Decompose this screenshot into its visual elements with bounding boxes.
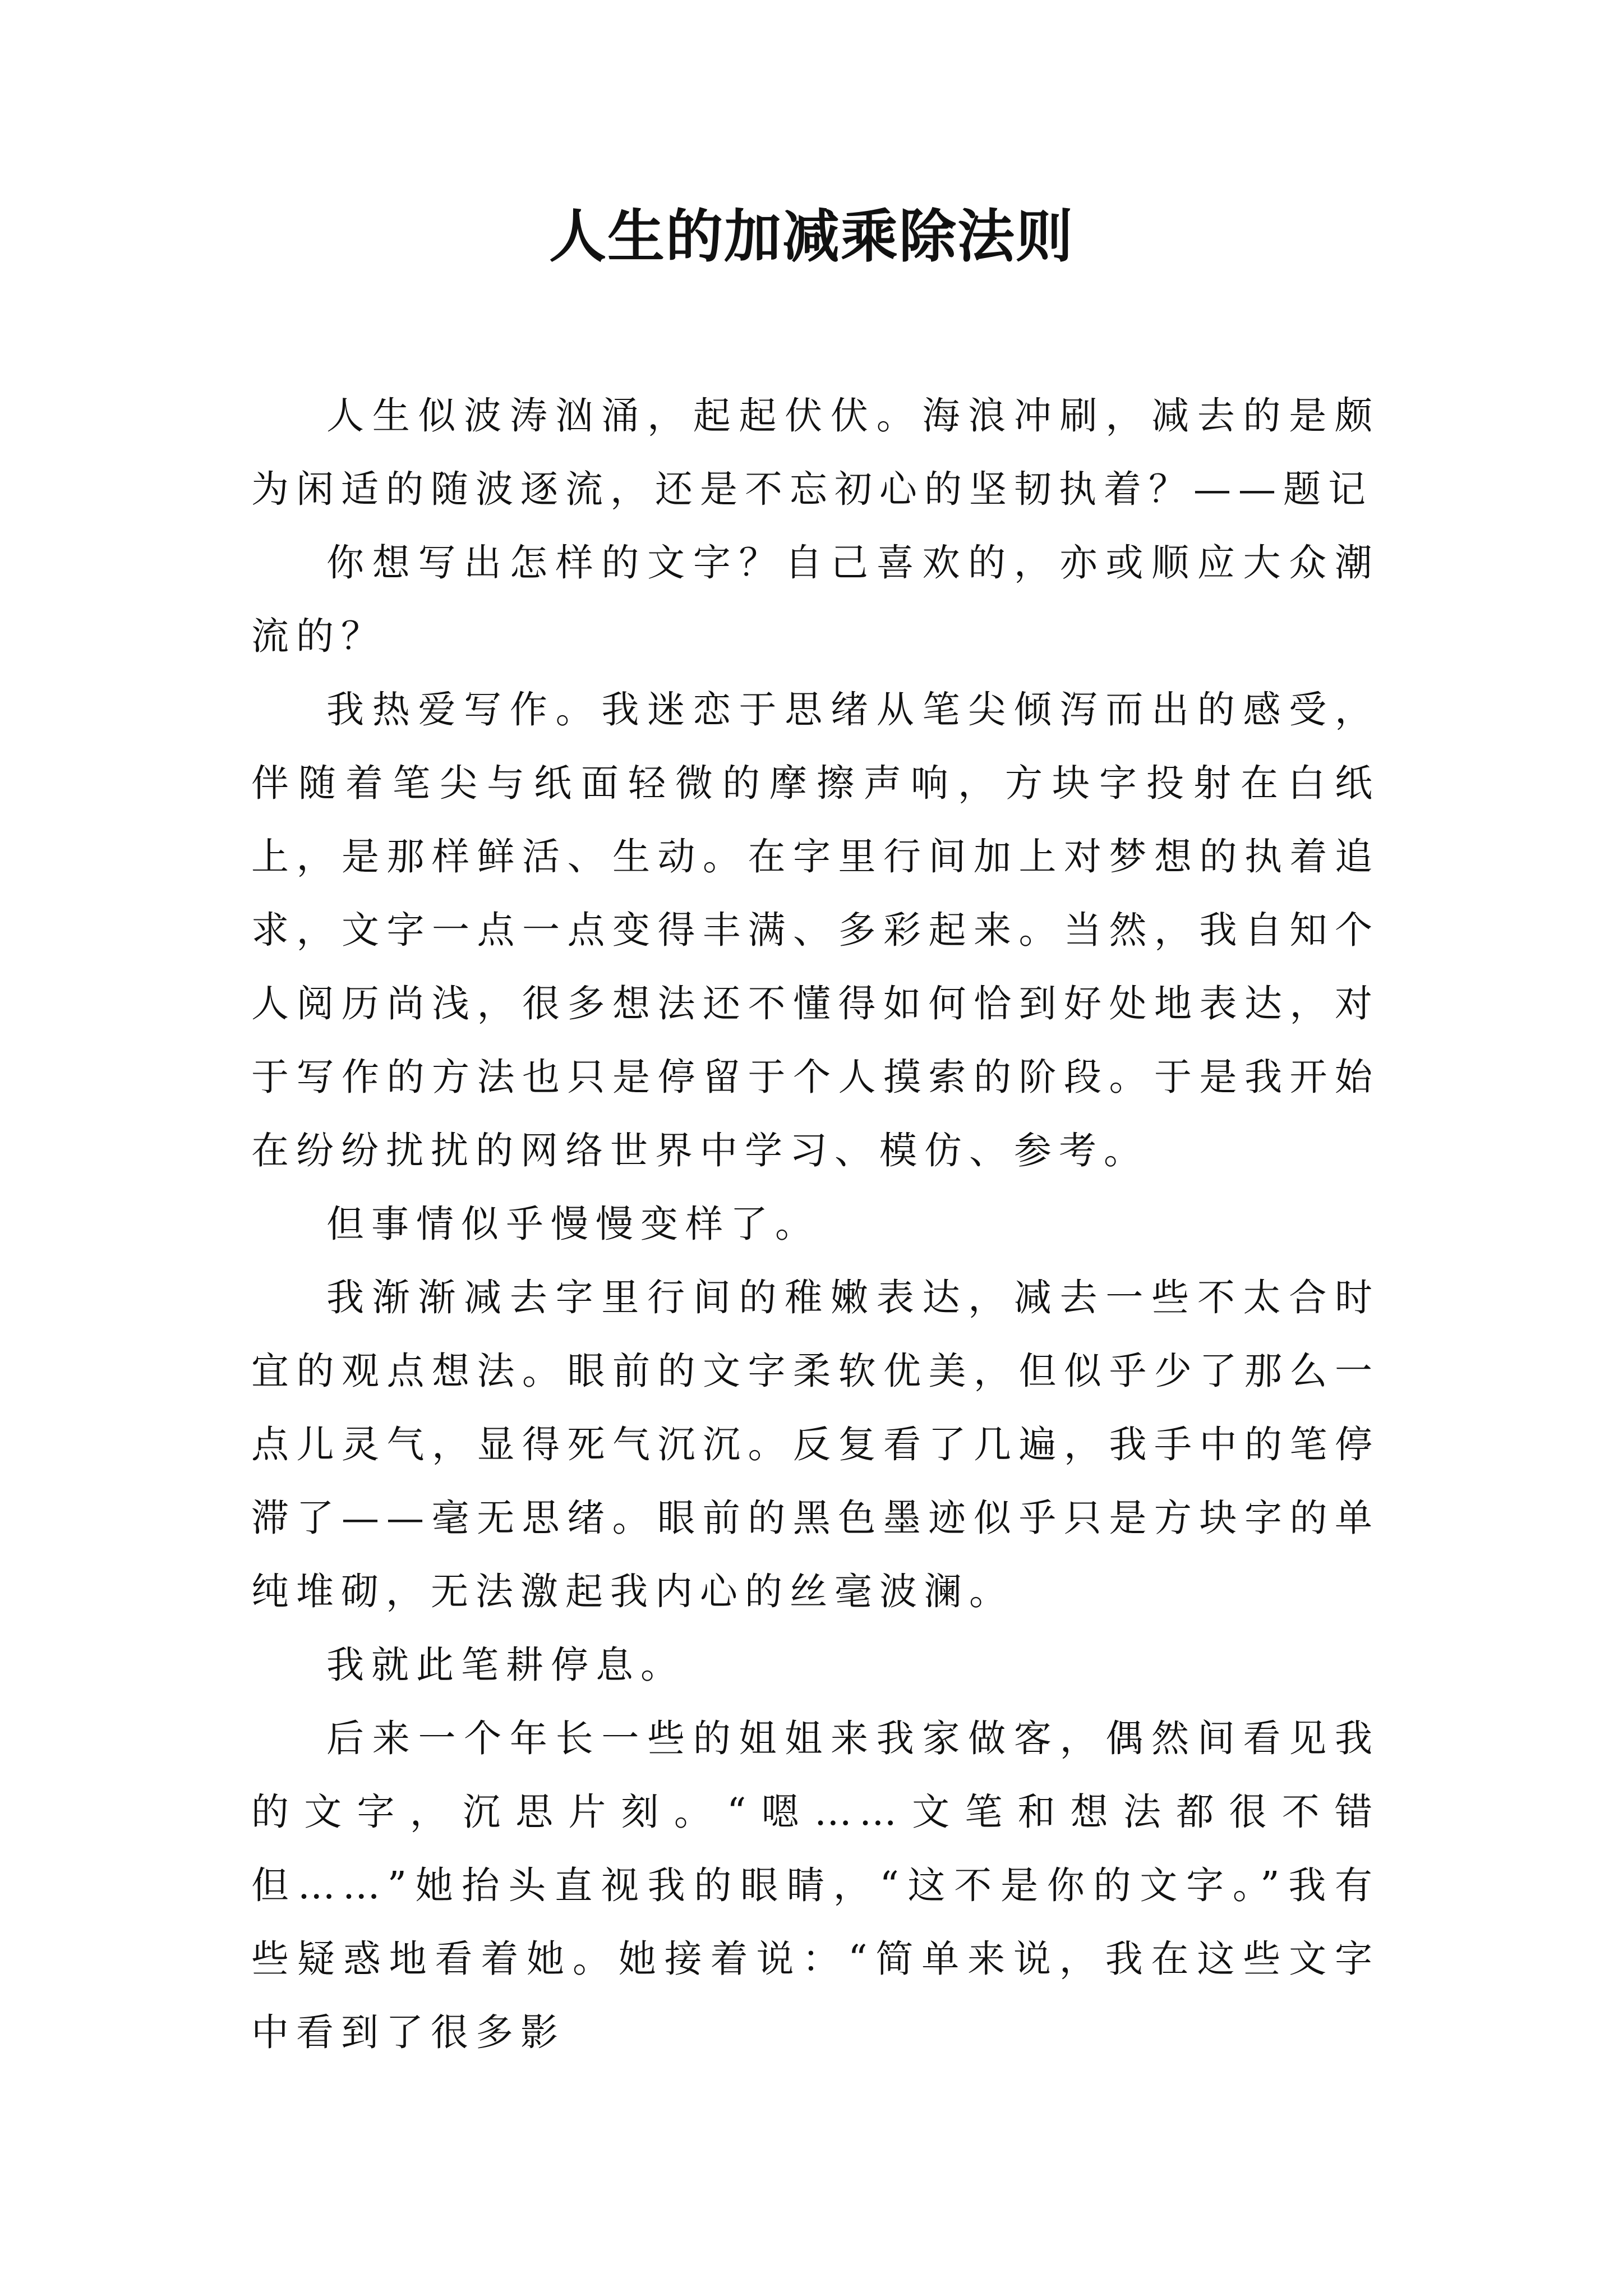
document-title: 人生的加减乘除法则 <box>549 203 1074 270</box>
paragraph: 你想写出怎样的文字？自己喜欢的，亦或顺应大众潮流的？ <box>251 541 1380 658</box>
paragraph: 我热爱写作。我迷恋于思绪从笔尖倾泻而出的感受，伴随着笔尖与纸面轻微的摩擦声响，方块字投射在白纸上，是那样鲜活、生动。在字里行间加上对梦想的执着追求，文字一点一点变得丰满、多彩起来。当然，我自知个人阅历尚浅，很多想法还不懂得如何恰到好处地表达，对于写作的方法也只是停留于个人摸索的阶段。于是我开始在纷纷扰扰的网络世界中学习、模仿、参考。 <box>251 688 1380 1172</box>
paragraph: 我渐渐减去字里行间的稚嫩表达，减去一些不太合时宜的观点想法。眼前的文字柔软优美，但似乎少了那么一点儿灵气，显得死气沉沉。反复看了几遍，我手中的笔停滞了——毫无思绪。眼前的黑色墨迹似乎只是方块字的单纯堆砌，无法激起我内心的丝毫波澜。 <box>251 1276 1380 1613</box>
paragraph: 但事情似乎慢慢变样了。 <box>326 1202 820 1246</box>
paragraph-epigraph: 人生似波涛汹涌，起起伏伏。海浪冲刷，减去的是颇为闲适的随波逐流，还是不忘初心的坚韧执着？——题记 <box>251 394 1380 511</box>
paragraph: 我就此笔耕停息。 <box>326 1643 685 1687</box>
document-body <box>251 379 1380 2069</box>
paragraph: 后来一个年长一些的姐姐来我家做客，偶然间看见我的文字，沉思片刻。“嗯……文笔和想法都很不错但……”她抬头直视我的眼睛，“这不是你的文字。”我有些疑惑地看着她。她接着说：“简单来说，我在这些文字中看到了很多影 <box>251 1717 1380 2054</box>
